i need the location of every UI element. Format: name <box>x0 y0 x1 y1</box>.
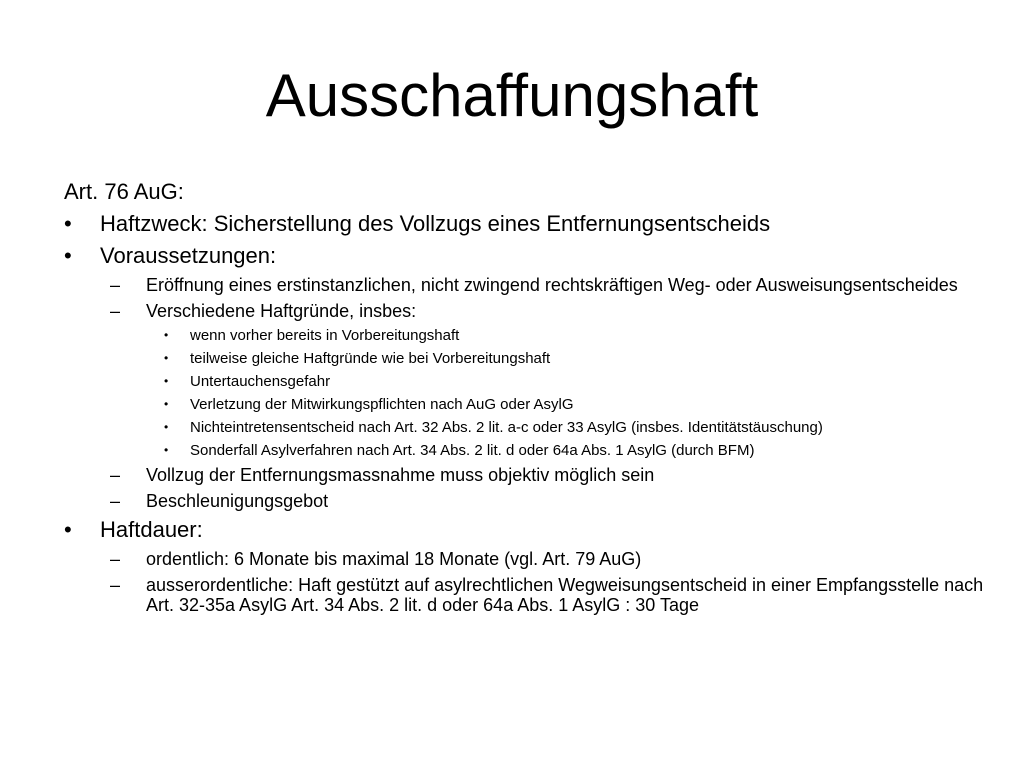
list-item-text: Untertauchensgefahr <box>190 373 331 390</box>
list-item-level-3 <box>64 327 984 344</box>
list-item-level-3 <box>64 373 984 390</box>
bullet-icon: • <box>164 374 169 388</box>
bullet-list <box>64 211 984 615</box>
dash-bullet-icon: – <box>110 301 121 321</box>
list-item-level-2 <box>64 275 984 295</box>
slide-body <box>64 178 984 621</box>
list-item-text: ordentlich: 6 Monate bis maximal 18 Monate (vgl. Art. 79 AuG) <box>146 549 642 569</box>
list-item-level-3 <box>64 419 984 436</box>
list-item-level-2 <box>64 549 984 569</box>
list-item-text: ausserordentliche: Haft gestützt auf asylrechtlichen Wegweisungsentscheid in einer Empfangsstelle nach Art. 32-35a AsylG Art. 34 Abs. 2 lit. d oder 64a Abs. 1 AsylG : 30 Tage <box>146 575 984 615</box>
dash-bullet-icon: – <box>110 491 121 511</box>
list-item-level-3 <box>64 350 984 367</box>
bullet-icon: • <box>64 243 72 268</box>
list-item-level-2 <box>64 301 984 321</box>
list-item-text: Sonderfall Asylverfahren nach Art. 34 Abs. 2 lit. d oder 64a Abs. 1 AsylG (durch BFM) <box>190 442 755 459</box>
bullet-icon: • <box>164 351 169 365</box>
list-item-text: Nichteintretensentscheid nach Art. 32 Abs. 2 lit. a-c oder 33 AsylG (insbes. Identitätstäuschung) <box>190 419 823 436</box>
list-item-level-1 <box>64 243 984 269</box>
list-item-level-3 <box>64 396 984 413</box>
dash-bullet-icon: – <box>110 549 121 569</box>
list-item-level-1 <box>64 517 984 543</box>
bullet-icon: • <box>164 397 169 411</box>
dash-bullet-icon: – <box>110 465 121 485</box>
list-item-text: wenn vorher bereits in Vorbereitungshaft <box>190 327 460 344</box>
list-item-level-2 <box>64 575 984 615</box>
list-item-text: Vollzug der Entfernungsmassnahme muss objektiv möglich sein <box>146 465 655 485</box>
list-item-text: Voraussetzungen: <box>100 243 277 268</box>
list-item-level-2 <box>64 465 984 485</box>
intro-line: Art. 76 AuG: <box>64 179 184 204</box>
list-item-level-1 <box>64 211 984 237</box>
dash-bullet-icon: – <box>110 275 121 295</box>
list-item-text: teilweise gleiche Haftgründe wie bei Vorbereitungshaft <box>190 350 551 367</box>
list-item-text: Eröffnung eines erstinstanzlichen, nicht zwingend rechtskräftigen Weg- oder Ausweisungsentscheides <box>146 275 958 295</box>
list-item-text: Verschiedene Haftgründe, insbes: <box>146 301 417 321</box>
bullet-icon: • <box>64 517 72 542</box>
bullet-icon: • <box>164 420 169 434</box>
list-item-text: Verletzung der Mitwirkungspflichten nach AuG oder AsylG <box>190 396 574 413</box>
slide-title: Ausschaffungshaft <box>265 62 759 129</box>
bullet-icon: • <box>164 443 169 457</box>
list-item-level-2 <box>64 491 984 511</box>
bullet-icon: • <box>164 328 169 342</box>
list-item-text: Haftdauer: <box>100 517 203 542</box>
bullet-icon: • <box>64 211 72 236</box>
list-item-level-3 <box>64 442 984 459</box>
dash-bullet-icon: – <box>110 575 121 595</box>
list-item-text: Beschleunigungsgebot <box>146 491 329 511</box>
list-item-text: Haftzweck: Sicherstellung des Vollzugs eines Entfernungsentscheids <box>100 211 771 236</box>
